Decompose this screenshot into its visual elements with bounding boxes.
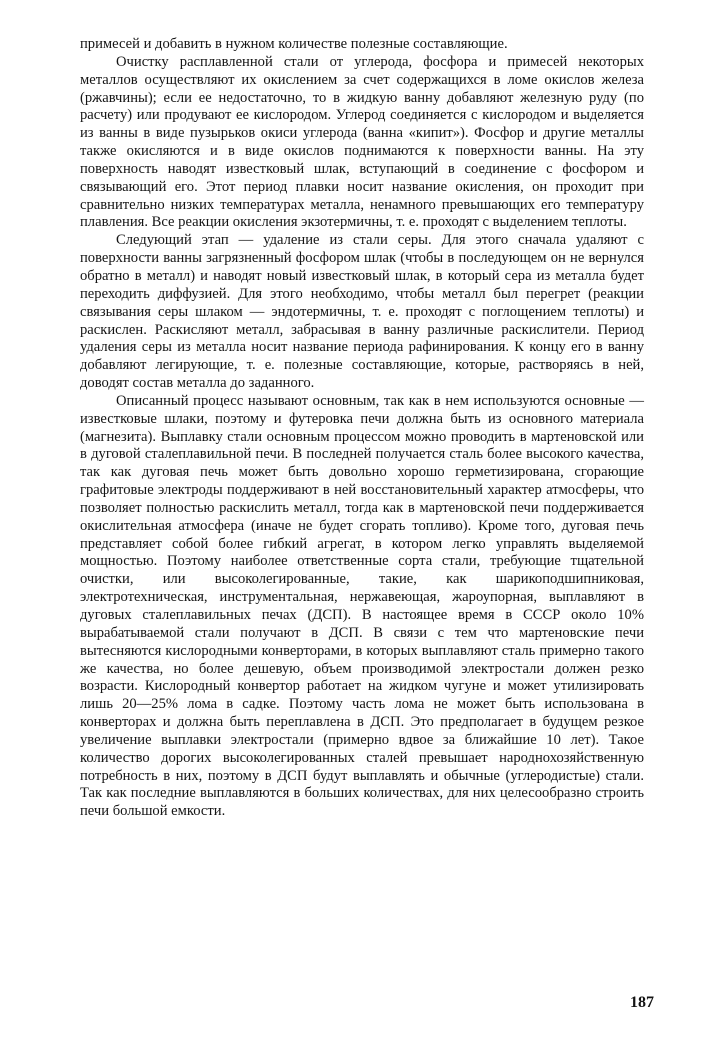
paragraph-desulfurization: Следующий этап — удаление из стали серы. Для этого сначала удаляют с поверхности ванны загрязненный фосфором шлак (чтобы в последующем он не вернулся обратно в металл) и наводят новый известковый шлак, в который сера из металла будет переходить диффузией. Для этого необходимо, чтобы металл был перегрет (реакции связывания серы шлаком — эндотермичны, т. е. проходят с поглощением теплоты) и раскислен. Раскисляют металл, забрасывая в ванну различные раскислители. Период удаления серы из металла носит название периода рафинирования. К концу его в ванну добавляют легирующие, т. е. полезные составляющие, которые, растворяясь в ней, доводят состав металла до заданного. [80,232,644,392]
page-text [80,36,644,821]
paragraph-continuation: примесей и добавить в нужном количестве полезные составляющие. [80,36,508,52]
paragraph-oxidation: Очистку расплавленной стали от углерода, фосфора и примесей некоторых металлов осуществляют их окислением за счет содержащихся в ломе окислов железа (ржавчины); если ее недостаточно, то в жидкую ванну добавляют железную руду (по расчету) или продувают ее кислородом. Углерод соединяется с кислородом и выделяется из ванны в виде пузырьков окиси углерода (ванна «кипит»). Фосфор и другие металлы также окисляются и в виде окислов поднимаются к поверхности ванны. На эту поверхность наводят известковый шлак, вступающий в соединение с фосфором и связывающий его. Этот период плавки носит название окисления, он проходит при сравнительно низких температурах металла, ненамного превышающих его температуру плавления. Все реакции окисления экзотермичны, т. е. проходят с выделением теплоты. [80,53,644,231]
page-number: 187 [630,994,654,1011]
paragraph-basic-process: Описанный процесс называют основным, так как в нем используются основные — известковые шлаки, поэтому и футеровка печи должна быть из основного материала (магнезита). Выплавку стали основным процессом можно проводить в мартеновской или в дуговой сталеплавильной печи. В последней получается сталь более высокого качества, так как дуговая печь может быть довольно хорошо герметизирована, сгорающие графитовые электроды поддерживают в ней восстановительный характер атмосферы, что позволяет полностью раскислить металл, тогда как в мартеновской печи поддерживается окислительная атмосфера (иначе не будет сгорать топливо). Кроме того, дуговая печь представляет собой более гибкий агрегат, в котором легко управлять выделяемой мощностью. Поэтому наиболее ответственные сорта стали, требующие тщательной очистки, или высоколегированные, такие, как шарикоподшипниковая, электротехническая, инструментальная, нержавеющая, жароупорная, выплавляют в дуговых сталеплавильных печах (ДСП). В настоящее время в СССР около 10% вырабатываемой стали получают в ДСП. В связи с тем что мартеновские печи вытесняются кислородными конверторами, в которых выплавляют сталь примерно такого же качества, но более дешевую, объем производимой электростали должен резко возрасти. Кислородный конвертор работает на жидком чугуне и может утилизировать лишь 20—25% лома в садке. Поэтому часть лома не может быть использована в конверторах и должна быть переплавлена в ДСП. Это предполагает в будущем резкое увеличение выплавки электростали (примерно вдвое за ближайшие 10 лет). Такое количество дорогих высоколегированных сталей превышает народнохозяйственную потребность в них, поэтому в ДСП будут выплавлять и обычные (углеродистые) стали. Так как последние выплавляются в больших количествах, для них целесообразно строить печи большой емкости. [80,392,644,820]
